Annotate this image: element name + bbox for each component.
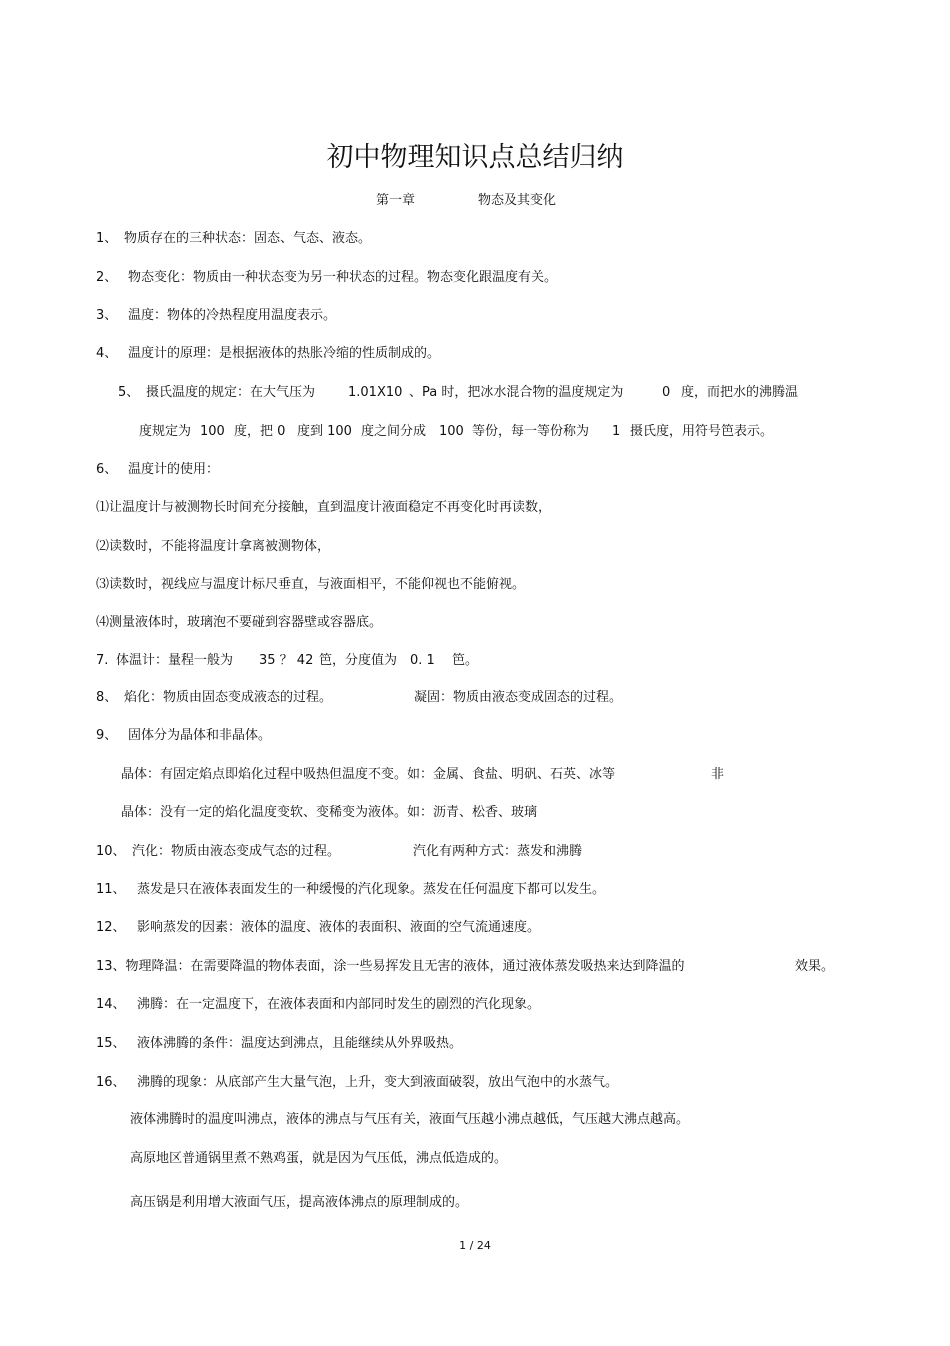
sub-item-text: 晶体：没有一定的焰化温度变软、变稀变为液体。如：沥青、松香、玻璃 <box>121 805 538 820</box>
sub-item-text: 晶体：有固定焰点即焰化过程中吸热但温度不变。如：金属、食盐、明矾、石英、冰等 <box>121 767 616 782</box>
item-text: 影响蒸发的因素：液体的温度、液体的表面积、液面的空气流通速度。 <box>137 920 541 935</box>
item-text: 度，而把水的沸腾温 <box>681 385 799 400</box>
item-text: 13、物理降温：在需要降温的物体表面，涂一些易挥发且无害的液体，通过液体蒸发吸热来达到降温的 <box>96 959 685 974</box>
page-number: 1 / 24 <box>459 1239 491 1252</box>
item-text: 汽化：物质由液态变成气态的过程。 <box>132 844 341 859</box>
item-text: 100 <box>200 424 225 439</box>
item-number: 10、 <box>96 844 126 859</box>
item-text: 1.01X10 <box>348 385 403 400</box>
item-text: 摄氏度，用符号笆表示。 <box>630 424 774 439</box>
item-text: 度规定为 <box>139 424 192 439</box>
sub-item-text: 高压锅是利用增大液面气压，提高液体沸点的原理制成的。 <box>130 1195 469 1210</box>
item-number: 14、 <box>96 997 126 1012</box>
sub-item-text: 液体沸腾时的温度叫沸点，液体的沸点与气压有关，液面气压越小沸点越低，气压越大沸点越高。 <box>130 1112 690 1127</box>
item-text: 等份，每一等份称为 <box>472 424 590 439</box>
chapter-label: 第一章 <box>376 193 416 208</box>
item-number: 9、 <box>96 728 118 743</box>
item-text: 度，把 0 <box>234 424 286 439</box>
item-number: 1、 <box>96 231 118 246</box>
item-text: 温度计的使用： <box>128 462 220 477</box>
item-text: 度之间分成 <box>361 424 427 439</box>
item-number: 4、 <box>96 346 118 361</box>
item-number: 11、 <box>96 882 126 897</box>
item-text: 焰化：物质由固态变成液态的过程。 <box>124 690 333 705</box>
item-number: 3、 <box>96 308 118 323</box>
sub-item-text: ⑴让温度计与被测物长时间充分接触，直到温度计液面稳定不再变化时再读数， <box>96 500 552 515</box>
item-number: 16、 <box>96 1075 126 1090</box>
item-text: 笆，分度值为 <box>319 653 398 668</box>
item-text: 0. 1 <box>410 653 435 668</box>
item-number: 15、 <box>96 1036 126 1051</box>
sub-item-text: ⑷测量液体时，玻璃泡不要碰到容器壁或容器底。 <box>96 615 383 630</box>
document-title: 初中物理知识点总结归纳 <box>326 142 624 173</box>
item-text: 笆。 <box>452 653 479 668</box>
item-text: 液体沸腾的条件：温度达到沸点，且能继续从外界吸热。 <box>137 1036 463 1051</box>
item-text: 度到 100 <box>297 424 352 439</box>
sub-item-text: ⑶读数时，视线应与温度计标尺垂直，与液面相平，不能仰视也不能俯视。 <box>96 577 526 592</box>
item-number: 7. <box>96 653 109 668</box>
item-text: 蒸发是只在液体表面发生的一种缓慢的汽化现象。蒸发在任何温度下都可以发生。 <box>137 882 606 897</box>
item-text: 温度计的原理：是根据液体的热胀冷缩的性质制成的。 <box>128 346 441 361</box>
item-text: 、Pa 时，把冰水混合物的温度规定为 <box>409 385 624 400</box>
item-number: 5、 <box>118 385 140 400</box>
item-text: 汽化有两种方式：蒸发和沸腾 <box>413 844 583 859</box>
sub-item-text: 高原地区普通锅里煮不熟鸡蛋，就是因为气压低，沸点低造成的。 <box>130 1151 508 1166</box>
sub-item-text: ⑵读数时，不能将温度计拿离被测物体， <box>96 539 331 554</box>
item-text: 效果。 <box>795 959 835 974</box>
item-number: 12、 <box>96 920 126 935</box>
item-text: 摄氏温度的规定：在大气压为 <box>146 385 316 400</box>
item-number: 2、 <box>96 270 118 285</box>
item-text: 物态变化：物质由一种状态变为另一种状态的过程。物态变化跟温度有关。 <box>128 270 558 285</box>
sub-item-text: 非 <box>711 767 725 782</box>
item-text: 沸腾的现象：从底部产生大量气泡，上升，变大到液面破裂，放出气泡中的水蒸气。 <box>137 1075 619 1090</box>
item-text: 沸腾：在一定温度下，在液体表面和内部同时发生的剧烈的汽化现象。 <box>137 997 541 1012</box>
item-text: 体温计：量程一般为 <box>116 653 234 668</box>
item-text: 物质存在的三种状态：固态、气态、液态。 <box>124 231 372 246</box>
item-text: 凝固：物质由液态变成固态的过程。 <box>414 690 623 705</box>
chapter-name: 物态及其变化 <box>478 193 557 208</box>
item-text: 0 <box>662 385 671 400</box>
item-text: 1 <box>612 424 621 439</box>
item-text: 100 <box>439 424 464 439</box>
item-text: 固体分为晶体和非晶体。 <box>128 728 272 743</box>
item-number: 8、 <box>96 690 118 705</box>
item-number: 6、 <box>96 462 118 477</box>
item-text: 温度：物体的冷热程度用温度表示。 <box>128 308 337 323</box>
item-text: 35 ？ 42 <box>259 653 314 668</box>
